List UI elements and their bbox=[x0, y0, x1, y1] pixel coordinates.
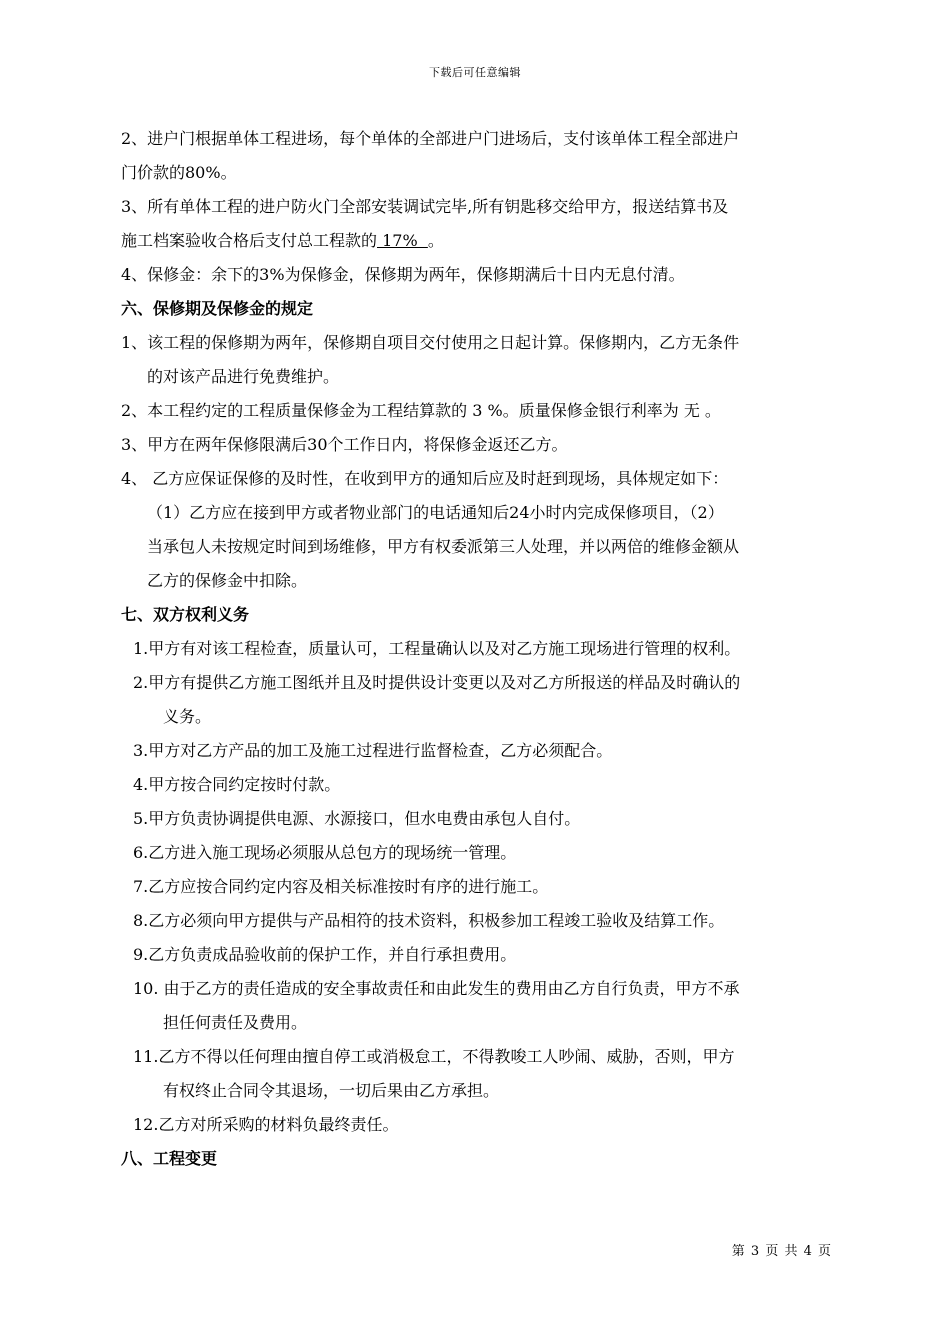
section-heading: 八、工程变更 bbox=[121, 1149, 218, 1168]
paragraph-line: 担任何责任及费用。 bbox=[163, 1013, 308, 1032]
paragraph-line: 乙方的保修金中扣除。 bbox=[147, 571, 308, 590]
list-item: 9.乙方负责成品验收前的保护工作，并自行承担费用。 bbox=[133, 945, 517, 964]
paragraph-line: 有权终止合同令其退场，一切后果由乙方承担。 bbox=[163, 1081, 500, 1100]
paragraph-line: 3、所有单体工程的进户防火门全部安装调试完毕,所有钥匙移交给甲方，报送结算书及 bbox=[121, 197, 729, 216]
list-item: 6.乙方进入施工现场必须服从总包方的现场统一管理。 bbox=[133, 843, 517, 862]
paragraph-line: 3、甲方在两年保修限满后30个工作日内，将保修金返还乙方。 bbox=[121, 435, 568, 454]
line-text: 。 bbox=[427, 231, 444, 250]
document-body bbox=[121, 122, 861, 1176]
list-item: 12.乙方对所采购的材料负最终责任。 bbox=[133, 1115, 399, 1134]
paragraph-line: （1）乙方应在接到甲方或者物业部门的电话通知后24小时内完成保修项目，（2） bbox=[147, 503, 724, 522]
paragraph-line: 义务。 bbox=[163, 707, 212, 726]
list-item: 4.甲方按合同约定按时付款。 bbox=[133, 775, 341, 794]
paragraph-line: 2、进户门根据单体工程进场，每个单体的全部进户门进场后，支付该单体工程全部进户 bbox=[121, 129, 740, 148]
section-heading: 六、保修期及保修金的规定 bbox=[121, 299, 314, 318]
paragraph-line: 门价款的80%。 bbox=[121, 163, 237, 182]
list-item: 10. 由于乙方的责任造成的安全事故责任和由此发生的费用由乙方自行负责，甲方不承 bbox=[133, 979, 740, 998]
line-text: 施工档案验收合格后支付总工程款的 bbox=[121, 231, 378, 250]
list-item: 7.乙方应按合同约定内容及相关标准按时有序的进行施工。 bbox=[133, 877, 549, 896]
list-item: 5.甲方负责协调提供电源、水源接口，但水电费由承包人自付。 bbox=[133, 809, 581, 828]
paragraph-line: 当承包人未按规定时间到场维修，甲方有权委派第三人处理，并以两倍的维修金额从 bbox=[147, 537, 740, 556]
section-heading: 七、双方权利义务 bbox=[121, 605, 250, 624]
list-item: 11.乙方不得以任何理由擅自停工或消极怠工，不得教唆工人吵闹、威胁，否则，甲方 bbox=[133, 1047, 735, 1066]
paragraph-line: 1、该工程的保修期为两年，保修期自项目交付使用之日起计算。保修期内，乙方无条件 bbox=[121, 333, 740, 352]
paragraph-line: 4、保修金：余下的3%为保修金，保修期为两年，保修期满后十日内无息付清。 bbox=[121, 265, 685, 284]
list-item: 2.甲方有提供乙方施工图纸并且及时提供设计变更以及对乙方所报送的样品及时确认的 bbox=[133, 673, 741, 692]
page-footer: 第 3 页 共 4 页 bbox=[731, 1244, 832, 1259]
page-header: 下载后可任意编辑 bbox=[429, 66, 521, 79]
list-item: 3.甲方对乙方产品的加工及施工过程进行监督检查，乙方必须配合。 bbox=[133, 741, 613, 760]
paragraph-line bbox=[121, 224, 861, 258]
paragraph-line: 2、本工程约定的工程质量保修金为工程结算款的 3 %。质量保修金银行利率为 无 。 bbox=[121, 401, 721, 420]
paragraph-line: 4、 乙方应保证保修的及时性，在收到甲方的通知后应及时赶到现场，具体规定如下： bbox=[121, 469, 729, 488]
underlined-percent: 17% bbox=[377, 231, 428, 250]
paragraph-line: 的对该产品进行免费维护。 bbox=[147, 367, 340, 386]
list-item: 1.甲方有对该工程检查，质量认可，工程量确认以及对乙方施工现场进行管理的权利。 bbox=[133, 639, 741, 658]
list-item: 8.乙方必须向甲方提供与产品相符的技术资料，积极参加工程竣工验收及结算工作。 bbox=[133, 911, 725, 930]
